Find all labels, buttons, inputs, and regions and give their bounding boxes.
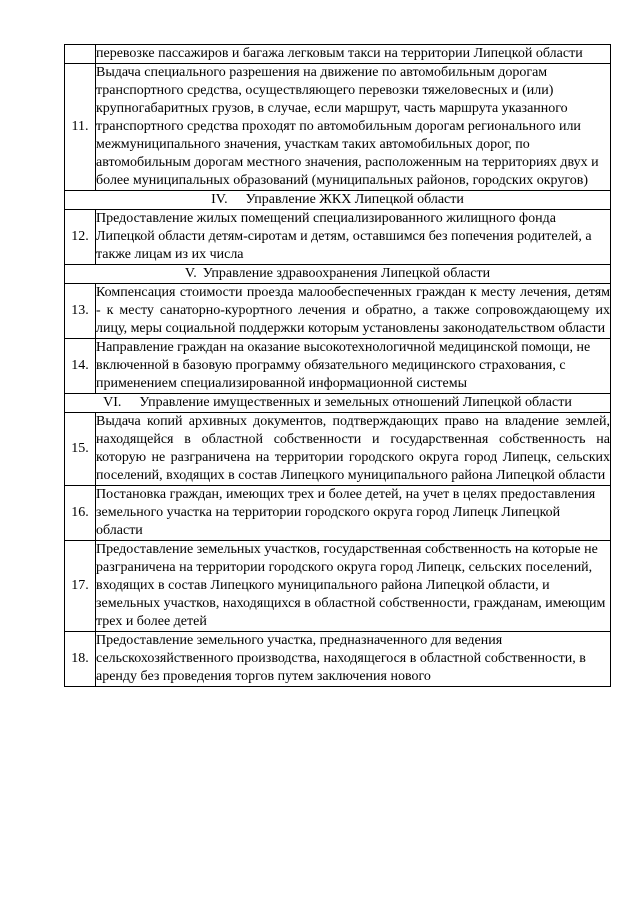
table-row <box>65 64 611 191</box>
service-description: Предоставление земельного участка, предназначенного для ведения сельскохозяйственного производства, находящегося в областной собственности, в аренду без проведения торгов путем заключения нового <box>96 632 611 687</box>
table-row <box>65 541 611 632</box>
table-row <box>65 284 611 339</box>
service-description: Выдача специального разрешения на движение по автомобильным дорогам транспортного средства, осуществляющего перевозки тяжеловесных и (или) крупногабаритных грузов, в случае, если маршрут, часть маршрута указанного транспортного средства проходят по автомобильным дорогам регионального или межмуниципального значения, участкам таких автомобильных дорог, по автомобильным дорогам местного значения, расположенным на территориях двух и более муниципальных образований (муниципальных районов, городских округов) <box>96 64 611 191</box>
table-row <box>65 339 611 394</box>
row-number: 15. <box>65 413 96 486</box>
service-description: Предоставление жилых помещений специализированного жилищного фонда Липецкой области детям-сиротам и детям, оставшимся без попечения родителей, а также лицам из их числа <box>96 210 611 265</box>
service-description: Постановка граждан, имеющих трех и более детей, на учет в целях предоставления земельного участка на территории городского округа город Липецк Липецкой области <box>96 486 611 541</box>
section-title: Управление имущественных и земельных отношений Липецкой области <box>139 395 572 410</box>
service-description: Компенсация стоимости проезда малообеспеченных граждан к месту лечения, детям - к месту санаторно-курортного лечения и обратно, а также сопровождающему их лицу, меры социальной поддержки которым установлены законодательством области <box>96 284 611 339</box>
row-number: 18. <box>65 632 96 687</box>
service-description: Направление граждан на оказание высокотехнологичной медицинской помощи, не включенной в базовую программу обязательного медицинского страхования, с применением специализированной информационной системы <box>96 339 611 394</box>
row-number: 17. <box>65 541 96 632</box>
table-row <box>65 210 611 265</box>
section-title: Управление здравоохранения Липецкой области <box>202 266 491 281</box>
section-number: IV. <box>211 192 228 207</box>
section-header-row <box>65 191 611 210</box>
service-description: Предоставление земельных участков, государственная собственность на которые не разграничена на территории городского округа город Липецк, сельских поселений, входящих в состав Липецкого муниципального района Липецкой области, и земельных участков, находящихся в областной собственности, гражданам, имеющим трех и более детей <box>96 541 611 632</box>
row-number: 13. <box>65 284 96 339</box>
section-header-row <box>65 394 611 413</box>
section-number: VI. <box>103 395 122 410</box>
row-number: 11. <box>65 64 96 191</box>
section-heading <box>65 394 611 413</box>
row-number: 12. <box>65 210 96 265</box>
service-description: перевозке пассажиров и багажа легковым такси на территории Липецкой области <box>96 45 611 64</box>
row-number: 14. <box>65 339 96 394</box>
table-row <box>65 45 611 64</box>
row-number <box>65 45 96 64</box>
service-description: Выдача копий архивных документов, подтверждающих право на владение землей, находящейся в областной собственности и государственная собственность на которую не разграничена на территории городского округа город Липецк, сельских поселений, входящих в состав Липецкого муниципального района Липецкой области <box>96 413 611 486</box>
table-row <box>65 413 611 486</box>
table-row <box>65 486 611 541</box>
section-heading <box>65 191 611 210</box>
row-number: 16. <box>65 486 96 541</box>
section-number: V. <box>184 266 197 281</box>
table-row <box>65 632 611 687</box>
section-title: Управление ЖКХ Липецкой области <box>245 192 464 207</box>
section-heading <box>65 265 611 284</box>
services-table <box>64 44 611 687</box>
section-header-row <box>65 265 611 284</box>
